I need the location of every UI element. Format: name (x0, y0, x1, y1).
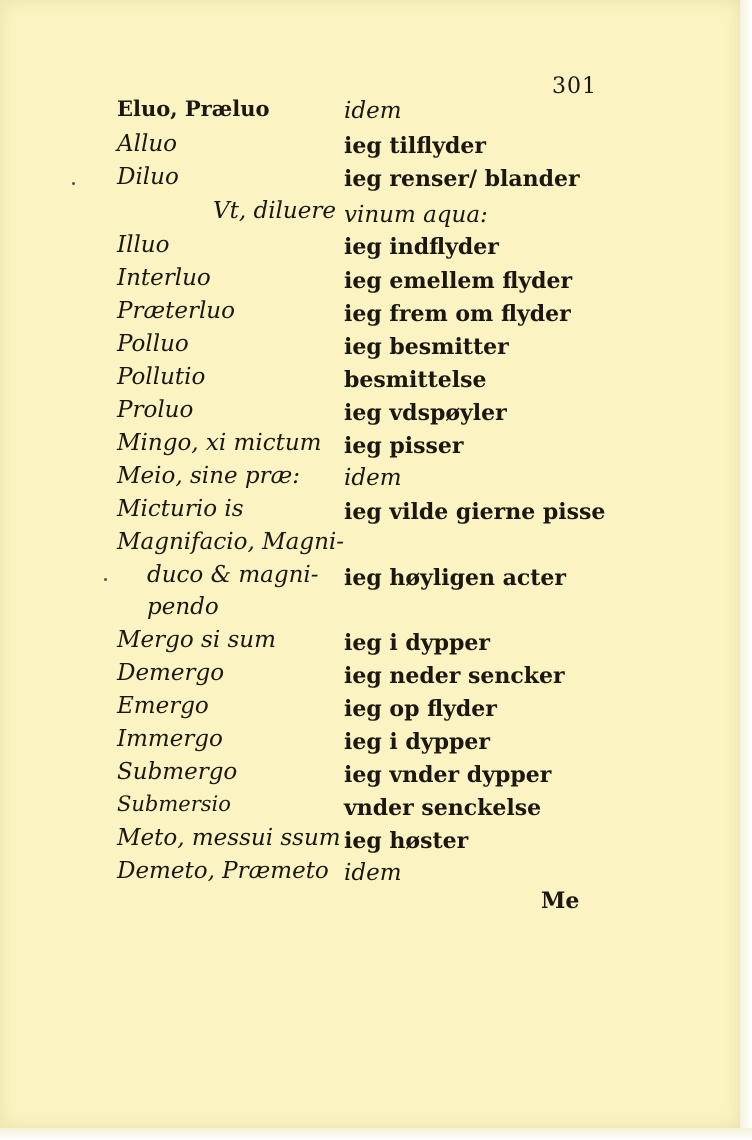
danish-gloss: ieg i dypper (344, 630, 490, 656)
danish-gloss: ieg vdspøyler (344, 400, 507, 426)
danish-gloss: ieg tilflyder (344, 133, 487, 159)
latin-term: Illuo (117, 232, 170, 258)
latin-term: Submersio (117, 792, 231, 816)
latin-term: Præterluo (117, 298, 235, 324)
danish-gloss: ieg høyligen acter (344, 565, 566, 591)
danish-gloss: vinum aqua: (344, 202, 488, 228)
latin-term: Eluo, Præluo (117, 96, 270, 121)
ink-speck (104, 578, 107, 581)
page-number: 301 (552, 74, 597, 99)
latin-term: Proluo (117, 397, 194, 423)
danish-gloss: ieg indflyder (344, 234, 499, 260)
latin-term: Meto, messui ssum (117, 825, 341, 851)
danish-gloss: idem (344, 98, 402, 124)
danish-gloss: ieg pisser (344, 433, 464, 459)
danish-gloss: besmittelse (344, 367, 487, 393)
latin-term: Micturio is (117, 496, 244, 522)
latin-term: Meio, sine præ: (117, 463, 300, 489)
latin-term: Magnifacio, Magni- (117, 529, 345, 555)
ink-speck (72, 182, 75, 185)
latin-term: Mergo si sum (117, 627, 276, 653)
latin-term: Emergo (117, 693, 209, 719)
danish-gloss: ieg vnder dypper (344, 762, 552, 788)
latin-term: Immergo (117, 726, 223, 752)
latin-term: Demeto, Præmeto (117, 858, 329, 884)
danish-gloss: vnder senckelse (344, 795, 542, 821)
latin-term: Vt, diluere (213, 198, 336, 224)
latin-term: Polluo (117, 331, 189, 357)
danish-gloss: ieg op flyder (344, 696, 497, 722)
latin-term: Pollutio (117, 364, 206, 390)
latin-term: duco & magni- (147, 562, 319, 588)
latin-term: Mingo, xi mictum (117, 430, 322, 456)
latin-term: Diluo (117, 164, 179, 190)
latin-term: Interluo (117, 265, 211, 291)
page-edge (740, 0, 752, 1140)
danish-gloss: ieg emellem flyder (344, 268, 573, 294)
danish-gloss: ieg i dypper (344, 729, 490, 755)
danish-gloss: ieg høster (344, 828, 469, 854)
danish-gloss: ieg vilde gierne pisse (344, 499, 606, 525)
danish-gloss: ieg frem om flyder (344, 301, 571, 327)
latin-term: Submergo (117, 759, 238, 785)
danish-gloss: ieg besmitter (344, 334, 509, 360)
latin-term: pendo (147, 594, 219, 620)
latin-term: Demergo (117, 660, 225, 686)
danish-gloss: ieg neder sencker (344, 663, 565, 689)
danish-gloss: idem (344, 465, 402, 491)
catchword: Me (541, 888, 580, 914)
latin-term: Alluo (117, 131, 177, 157)
danish-gloss: ieg renser/ blander (344, 166, 580, 192)
page-bottom-edge (0, 1128, 752, 1140)
danish-gloss: idem (344, 860, 402, 886)
